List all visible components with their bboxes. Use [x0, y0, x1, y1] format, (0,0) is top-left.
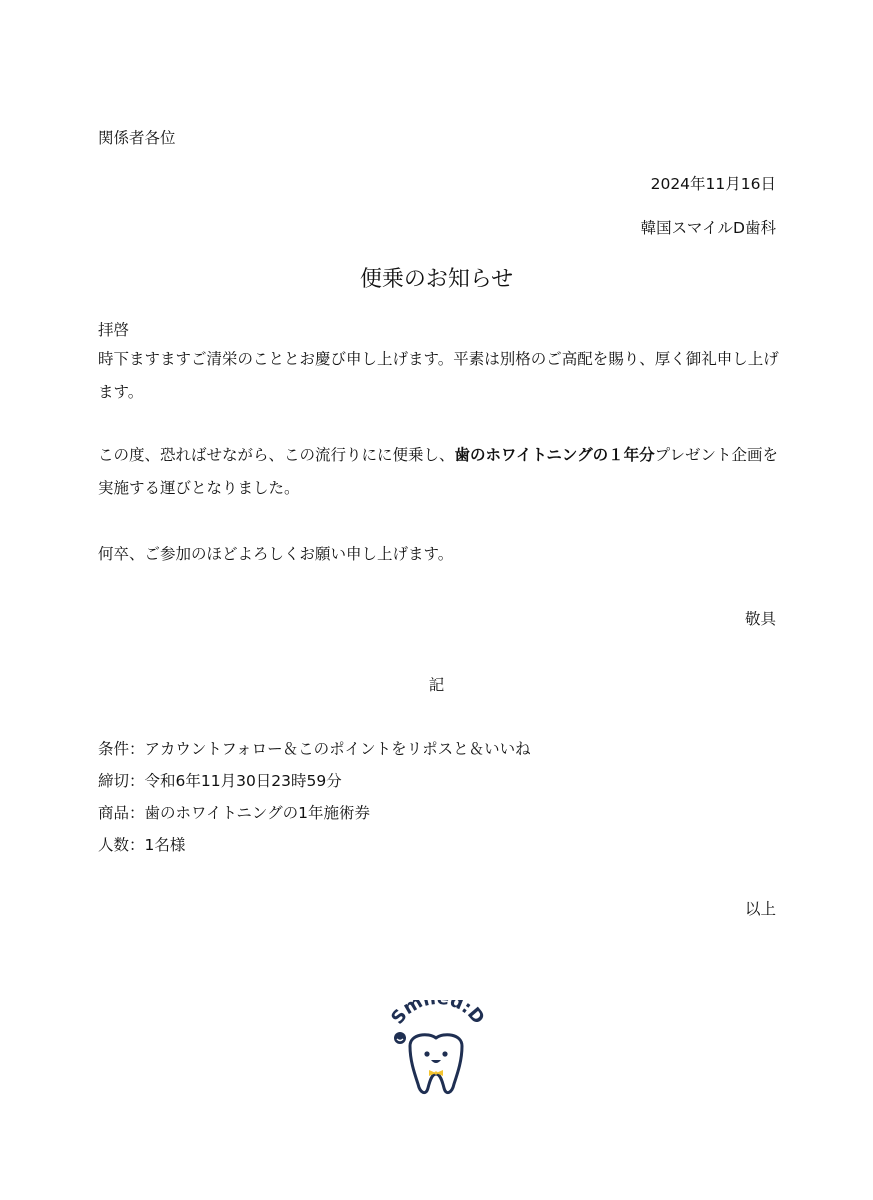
notice-item: 締切：令和6年11月30日23時59分: [98, 772, 342, 790]
opening: 拝啓: [98, 321, 130, 339]
notice-item: 人数：1名様: [98, 836, 186, 854]
notice-item: 商品：歯のホワイトニングの1年施術券: [98, 804, 370, 822]
announcement-highlight: 歯のホワイトニングの１年分: [454, 446, 655, 464]
request: 何卒、ご参加のほどよろしくお願い申し上げます。: [98, 545, 454, 563]
smiled-d-logo: [376, 1000, 496, 1110]
page-title: 便乗のお知らせ: [359, 267, 514, 292]
smile-badge-icon: [394, 1032, 406, 1044]
announcement-text-pre: この度、恐ればせながら、この流行りにに便乗し、: [98, 446, 455, 464]
greeting-paragraph: 時下ますますご清栄のこととお慶び申し上げます。平素は別格のご高配を賜り、厚く御礼申し上げます。: [98, 350, 779, 401]
closing: 敬具: [744, 610, 776, 628]
sender: 韓国スマイルD歯科: [640, 219, 776, 237]
logo-text: Sm d:D: [387, 1000, 489, 1029]
notice-item: 条件：アカウントフォロー＆このポイントをリポスと＆いいね: [98, 740, 531, 758]
date: 2024年11月16日: [650, 175, 776, 193]
end-mark: 以上: [744, 900, 776, 918]
announcement-paragraph: [98, 439, 788, 505]
announcement-text-post: プレゼント企画を実施する運びとなりました。: [98, 446, 779, 497]
addressee: 関係者各位: [98, 129, 176, 147]
notice-heading: 記: [428, 676, 445, 694]
tooth-icon: [410, 1035, 462, 1093]
